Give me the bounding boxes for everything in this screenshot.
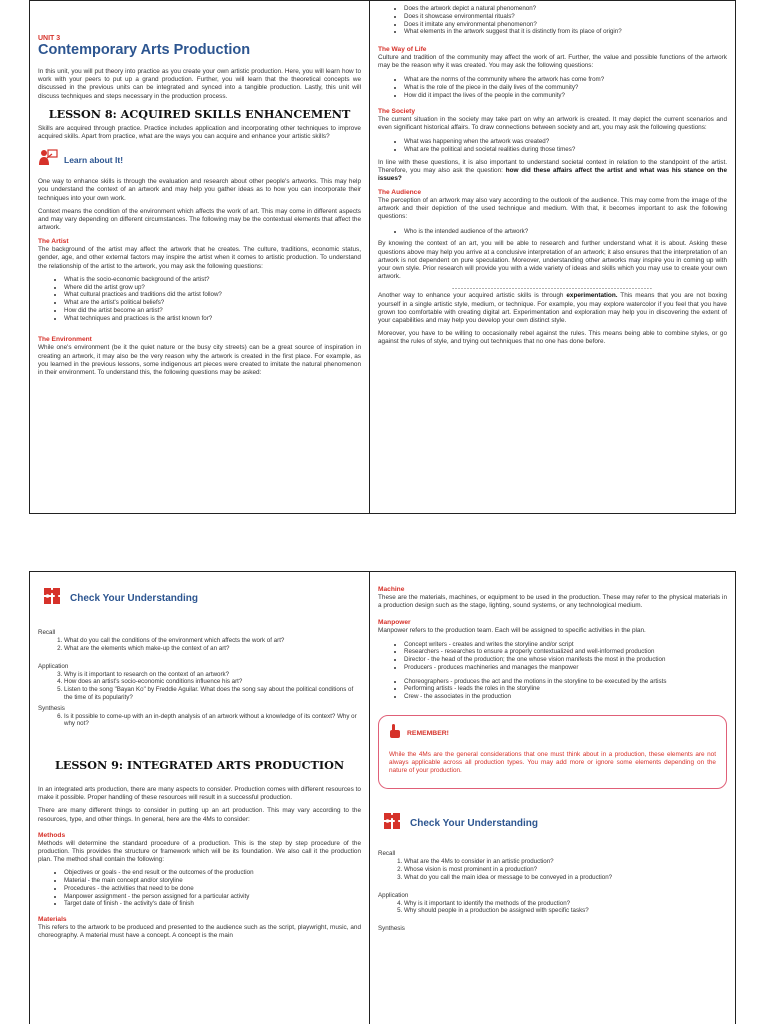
check-understanding-label: Check Your Understanding <box>410 818 538 830</box>
unit-label: UNIT 3 <box>38 35 61 42</box>
application-label: Application <box>378 891 409 899</box>
list-item: • How did the artist become an artist? <box>64 307 361 315</box>
check-understanding-banner-2 <box>382 811 727 836</box>
machine-text: These are the materials, machines, or equipment to be used in the production. These may refer to the physical materials in a production design such as the stage, lighting, sound systems, or any technological medium. <box>378 594 727 610</box>
artist-heading: The Artist <box>38 238 69 246</box>
experimentation-lead: Another way to enhance your acquired artistic skills is through <box>378 292 567 300</box>
materials-heading: Materials <box>38 916 67 924</box>
list-item: 2. Whose vision is most prominent in a production? <box>404 866 727 874</box>
list-item: • What is the role of the piece in the daily lives of the community? <box>404 84 727 92</box>
list-item: • Does it showcase environmental rituals? <box>404 13 727 21</box>
society-heading: The Society <box>378 107 416 115</box>
lesson-8-title: LESSON 8: ACQUIRED SKILLS ENHANCEMENT <box>48 106 351 121</box>
list-item: • Crew - the associates in the production <box>404 693 727 701</box>
lesson-9-paragraph-2: There are many different things to consider in putting up an art production. This may vary according to the resources, type, and other things. In general, here are the 4Ms to consider: <box>38 807 361 823</box>
experimentation-rest: This means that you are not boxing yourself in a single artistic style, medium, or technique. For example, you may explore watercolor if you feel that you have grown too comfortable with creating digital art. Experimentation and exploration may help you in discovering the extent of your capabilities and may help you develop your own distinct style. <box>378 292 727 324</box>
list-item: • Researchers - researches to ensure a properly contextualized and well-informed production <box>404 648 727 656</box>
society-follow-up <box>378 159 727 184</box>
society-text: The current situation in the society may take part on why an artwork is created. It may depict the current scenarios and even significant historical affairs. To draw connections between society and art, you may ask the following questions: <box>378 115 727 131</box>
lesson-8-intro: Skills are acquired through practice. Practice includes application and incorporating other techniques to improve acquired skills. Apart from practice, what are the ways you can acquire and enhance your artistic skills? <box>38 124 361 140</box>
list-item: • What was happening when the artwork was created? <box>404 138 727 146</box>
methods-items <box>38 869 361 908</box>
recall-questions <box>378 858 727 881</box>
artist-text: The background of the artist may affect the artwork that he creates. The culture, traditions, economic status, gender, age, and other external factors may inspire the artist when it comes to artistic production. To understand the relationship of the artist to the artwork, you may ask the following questions: <box>38 246 361 270</box>
manpower-heading: Manpower <box>378 619 411 627</box>
unit-intro: In this unit, you will put theory into practice as you create your own artistic production. Here, you will learn how to work with your peers to put up a grand production. Further, you will learn that the theoretical concepts we discussed in the previous units can be integrated and synced into a tangible production. Lastly, this unit will discuss techniques and steps necessary in the production process. <box>38 68 361 100</box>
list-item: • Material - the main concept and/or storyline <box>64 877 361 885</box>
application-label: Application <box>38 662 69 670</box>
list-item: • Target date of finish - the activity's date of finish <box>64 900 361 908</box>
page-1-left-column <box>30 1 370 513</box>
lesson-9-title: LESSON 9: INTEGRATED ARTS PRODUCTION <box>54 758 345 772</box>
learn-paragraph-2: Context means the condition of the environment which affects the work of art. This may come in different aspects and may vary depending on different circumstances. The following may be the contextual elements that affect the artwork. <box>38 207 361 232</box>
list-item: • Objectives or goals - the end result or the outcomes of the production <box>64 869 361 877</box>
recall-label: Recall <box>378 850 396 858</box>
list-item: • Performing artists - leads the roles in the storyline <box>404 685 727 693</box>
list-item: • How did it impact the lives of the people in the community? <box>404 92 727 100</box>
puzzle-icon <box>382 811 402 836</box>
list-item: • What elements in the artwork suggest that it is distinctly from its place of origin? <box>404 28 727 36</box>
society-questions <box>378 138 727 154</box>
list-item: 4. How does an artist's socio-economic conditions influence his art? <box>64 678 361 686</box>
synthesis-label: Synthesis <box>38 704 65 712</box>
audience-follow-up: By knowing the context of an art, you will be able to research and further understand what it is about. Asking these questions above may help you arrive at a conclusive interpretation of an artwork; it also ensures that the interpretation of an artwork is not dependent on pure speculation. Moreover, understanding other artworks may inspire you in coming up with your own style. Prior research will provide you with a wide variety of ideas and skills which you may use to create your own artwork. <box>378 240 727 281</box>
list-item: 1. What are the 4Ms to consider in an artistic production? <box>404 858 727 866</box>
list-item: 2. What are the elements which make-up the context of an art? <box>64 645 361 653</box>
check-understanding-label: Check Your Understanding <box>70 593 198 604</box>
list-item: • What cultural practices and traditions did the artist follow? <box>64 291 361 299</box>
page-2-left-column <box>30 572 370 1024</box>
rebel-text: Moreover, you have to be willing to occasionally rebel against the rules. This means being able to combine styles, or go against the rules of style, and trying out techniques that no one has done before. <box>378 330 727 346</box>
remember-text: While the 4Ms are the general considerations that one must think about in a production, these elements are not always applicable across all production types. You may add more or ignore some elements depending on the nature of your production. <box>389 750 716 775</box>
list-item: • Choreographers - produces the act and the motions in the storyline to be executed by the artists <box>404 678 727 686</box>
list-item: 3. What do you call the main idea or message to be conveyed in a production? <box>404 874 727 882</box>
society-follow-text: In line with these questions, it is also important to understand societal context in relation to the standpoint of the artist. Therefore, you may also ask the question: <box>378 158 727 174</box>
list-item: 3. Why is it important to research on the context of an artwork? <box>64 671 361 679</box>
list-item: • Where did the artist grow up? <box>64 284 361 292</box>
list-item: 4. Why is it important to identify the methods of the production? <box>404 900 727 908</box>
manpower-items-continued <box>378 678 727 701</box>
environment-questions <box>378 5 727 36</box>
page-2-right-column <box>370 572 735 1024</box>
recall-label: Recall <box>38 629 56 636</box>
manpower-text: Manpower refers to the production team. Each will be assigned to specific activities in the plan. <box>378 627 646 635</box>
check-understanding-banner <box>42 586 361 611</box>
remember-box <box>378 715 727 790</box>
manpower-items <box>378 641 727 672</box>
list-item: • Does it imitate any environmental phenomenon? <box>404 21 727 29</box>
artist-questions <box>38 276 361 323</box>
list-item: • Who is the intended audience of the artwork? <box>404 228 727 236</box>
application-questions <box>378 900 727 916</box>
list-item: 6. Is it possible to come-up with an in-depth analysis of an artwork without a knowledge of its context? Why or why not? <box>64 713 361 729</box>
list-item: 1. What do you call the conditions of the environment which affects the work of art? <box>64 637 361 645</box>
page-2 <box>29 571 736 1024</box>
recall-questions <box>38 637 361 653</box>
remember-label: REMEMBER! <box>407 729 449 737</box>
page-1 <box>29 0 736 514</box>
machine-heading: Machine <box>378 586 405 593</box>
list-item: • Does the artwork depict a natural phenomenon? <box>404 5 727 13</box>
audience-heading: The Audience <box>378 189 421 197</box>
learn-about-it-label: Learn about It! <box>64 154 124 165</box>
learn-about-it-banner <box>38 149 361 170</box>
list-item: 5. Listen to the song "Bayan Ko" by Freddie Aguilar. What does the song say about the political conditions of the time of its popularity? <box>64 686 361 702</box>
page-1-right-column <box>370 1 735 513</box>
list-item: • Manpower assignment - the person assigned for a particular activity <box>64 893 361 901</box>
list-item: • What are the artist's political beliefs? <box>64 299 361 307</box>
audience-questions <box>378 228 727 236</box>
methods-heading: Methods <box>38 831 66 839</box>
puzzle-icon <box>42 586 62 611</box>
synthesis-questions <box>38 713 361 729</box>
remember-header <box>389 724 716 743</box>
synthesis-label: Synthesis <box>378 925 405 933</box>
list-item: • Procedures - the activities that need to be done <box>64 885 361 893</box>
list-item: • What techniques and practices is the artist known for? <box>64 315 361 323</box>
pointing-hand-icon <box>389 724 401 743</box>
list-item: 5. Why should people in a production be assigned with specific tasks? <box>404 907 727 915</box>
section-divider: ------------------------------------------------------------------- <box>452 286 653 293</box>
experimentation-text <box>378 292 727 325</box>
list-item: • Director - the head of the production; the one whose vision manifests the most in the production <box>404 656 727 664</box>
audience-text: The perception of an artwork may also vary according to the outlook of the audience. This may come from the image of the artwork and their depiction of the used technique and medium. With that, it becomes important to ask the following questions: <box>378 197 727 221</box>
way-of-life-heading: The Way of Life <box>378 46 427 53</box>
society-follow-question: how did these affairs affect the artist and what was his stance on the issues? <box>378 166 728 182</box>
list-item: • Concept writers - creates and writes the storyline and/or script <box>404 641 727 649</box>
teacher-icon <box>38 149 58 170</box>
experimentation-term: experimentation. <box>566 292 618 300</box>
list-item: • What are the political and societal realities during those times? <box>404 146 727 154</box>
way-of-life-text: Culture and tradition of the community may affect the work of art. Further, the value and possible functions of the artwork may be the reason why it was created. You may ask the following questions: <box>378 54 727 70</box>
application-questions <box>38 671 361 702</box>
lesson-9-paragraph-1: In an integrated arts production, there are many aspects to consider. Production comes with different resources to make it possible. Proper handling of these resources will result in a successful production. <box>38 786 361 802</box>
list-item: • What is the socio-economic background of the artist? <box>64 276 361 284</box>
environment-text: While one's environment (be it the quiet nature or the busy city streets) can be a great source of inspiration in creating an artwork, it may also be the very reason why the artwork is created in the first place. For example, as you learned in the previous lessons, some indigenous art pieces were created to imitate the natural phenomenon in their environment. To understand this, the following questions may be asked: <box>38 344 361 376</box>
unit-title: Contemporary Arts Production <box>38 42 251 58</box>
materials-text: This refers to the artwork to be produced and presented to the audience such as the script, playwright, music, and choreography. A material must have a concept. A concept is the main <box>38 924 361 940</box>
learn-paragraph-1: One way to enhance skills is through the evaluation and research about other people's artworks. This may help you understand the context of an artwork and may help you gather ideas as to how you can incorporate their techniques into your own work. <box>38 178 361 202</box>
list-item: • What are the norms of the community where the artwork has come from? <box>404 76 727 84</box>
way-of-life-questions <box>378 76 727 99</box>
list-item: • Producers - produces machineries and manages the manpower <box>404 664 727 672</box>
methods-text: Methods will determine the standard procedure of a production. This is the step by step procedure of the production. This provides the structure or framework which will be its foundation. We also call it the production plan. The method shall contain the following: <box>38 839 361 864</box>
environment-heading: The Environment <box>38 336 92 344</box>
